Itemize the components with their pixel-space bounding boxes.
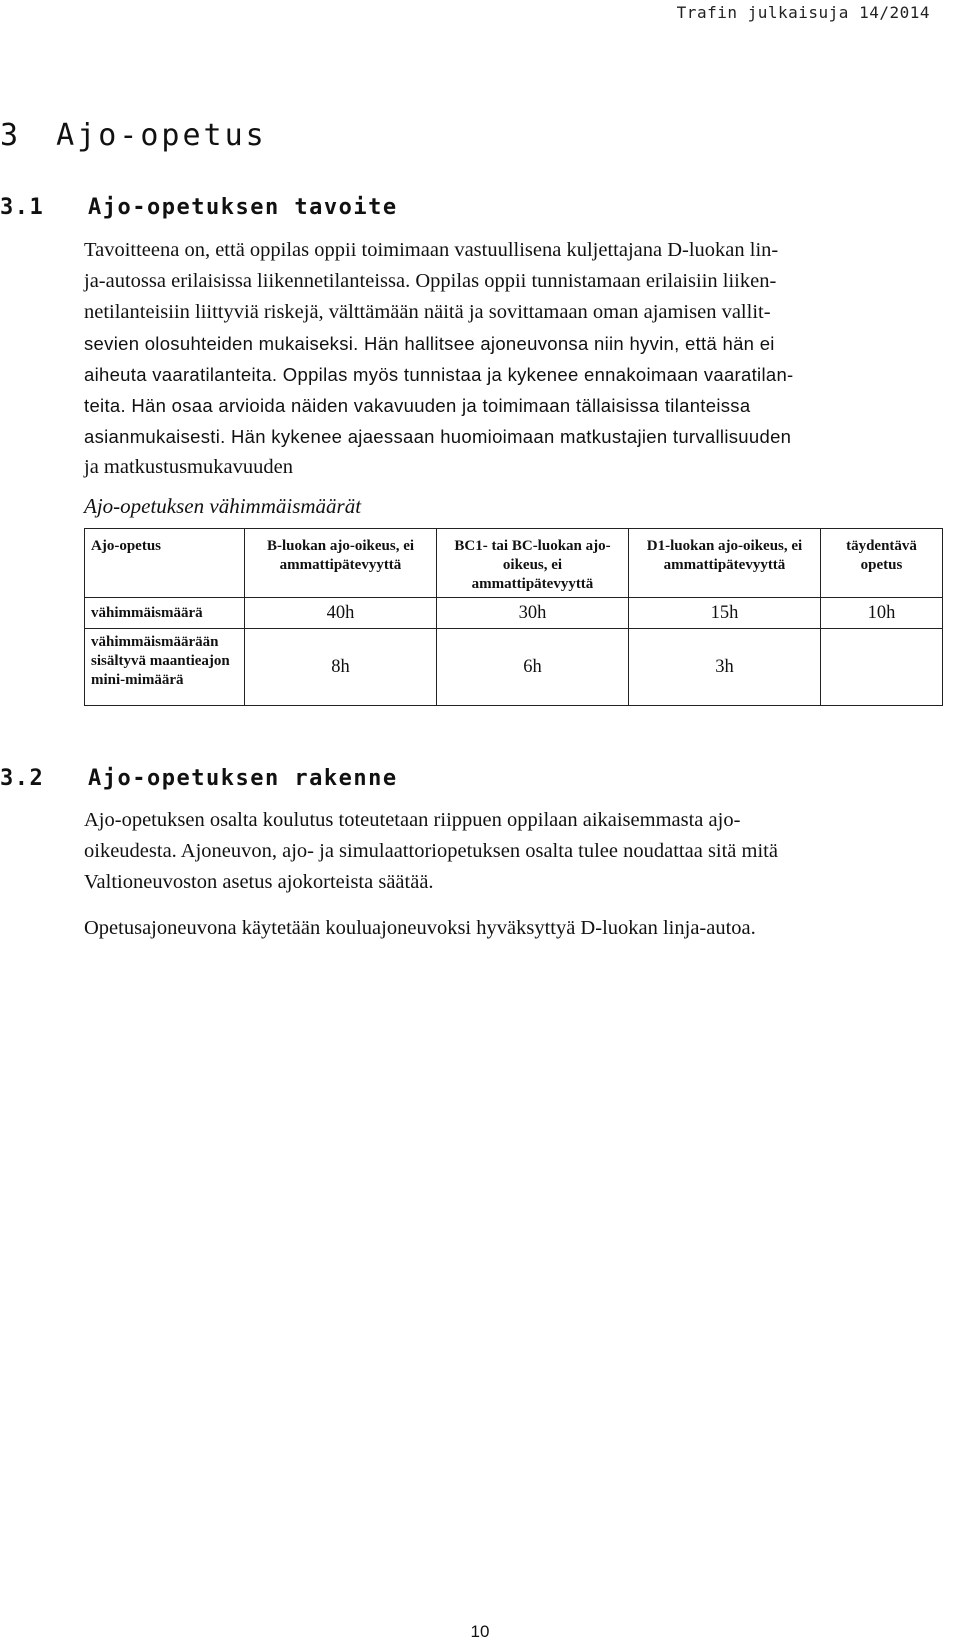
row-label: vähimmäismäärään sisältyvä maantieajon mini-mimäärä <box>85 629 245 706</box>
minimum-hours-table <box>84 528 943 706</box>
table-header-row <box>85 529 943 598</box>
chapter-number: 3 <box>0 118 22 153</box>
table-cell: 3h <box>629 629 821 706</box>
table-cell: 15h <box>629 598 821 629</box>
section-title: Ajo-opetuksen rakenne <box>88 766 398 791</box>
section-number: 3.1 <box>0 195 45 220</box>
section-3-2-paragraph-1 <box>84 805 940 898</box>
paragraph-line: netilanteisiin liittyviä riskejä, välttämään näitä ja sovittamaan oman ajamisen vallit- <box>84 301 771 323</box>
table-cell: 6h <box>437 629 629 706</box>
paragraph-line: teita. Hän osaa arvioida näiden vakavuuden ja toimimaan tällaisissa tilanteissa <box>84 395 751 416</box>
section-heading-3-2 <box>0 766 398 791</box>
paragraph-line: aiheuta vaaratilanteita. Oppilas myös tunnistaa ja kykenee ennakoimaan vaaratilan- <box>84 364 794 385</box>
table-cell: 30h <box>437 598 629 629</box>
chapter-heading <box>0 118 267 153</box>
paragraph-line: sevien olosuhteiden mukaiseksi. Hän hallitsee ajoneuvonsa niin hyvin, että hän ei <box>84 333 775 354</box>
table-cell: 40h <box>245 598 437 629</box>
page-number: 10 <box>470 1622 490 1641</box>
chapter-title: Ajo-opetus <box>56 118 267 153</box>
section-3-1-paragraph <box>84 235 940 483</box>
table-row <box>85 629 943 706</box>
paragraph-line: Valtioneuvoston asetus ajokorteista säätää. <box>84 871 434 893</box>
table-cell <box>821 629 943 706</box>
paragraph-line: Opetusajoneuvona käytetään kouluajoneuvoksi hyväksyttyä D-luokan linja-autoa. <box>84 917 756 939</box>
paragraph-line: oikeudesta. Ajoneuvon, ajo- ja simulaattoriopetuksen osalta tulee noudattaa sitä mitä <box>84 840 778 862</box>
publication-header: Trafin julkaisuja 14/2014 <box>676 3 930 22</box>
row-label: vähimmäismäärä <box>85 598 245 629</box>
table-cell: 10h <box>821 598 943 629</box>
column-header: BC1- tai BC-luokan ajo-oikeus, ei ammattipätevyyttä <box>437 529 629 598</box>
table-row <box>85 598 943 629</box>
paragraph-line: Ajo-opetuksen osalta koulutus toteutetaan riippuen oppilaan aikaisemmasta ajo- <box>84 809 741 831</box>
section-3-2-paragraph-2 <box>84 913 940 944</box>
column-header: D1-luokan ajo-oikeus, ei ammattipätevyyttä <box>629 529 821 598</box>
column-header: täydentävä opetus <box>821 529 943 598</box>
table-caption: Ajo-opetuksen vähimmäismäärät <box>84 494 362 518</box>
paragraph-line: Tavoitteena on, että oppilas oppii toimimaan vastuullisena kuljettajana D-luokan lin- <box>84 239 779 261</box>
section-number: 3.2 <box>0 766 45 791</box>
paragraph-line: ja-autossa erilaisissa liikennetilanteissa. Oppilas oppii tunnistamaan erilaisiin liiken- <box>84 270 777 292</box>
column-header: Ajo-opetus <box>85 529 245 598</box>
section-title: Ajo-opetuksen tavoite <box>88 195 398 220</box>
paragraph-line: asianmukaisesti. Hän kykenee ajaessaan huomioimaan matkustajien turvallisuuden <box>84 426 792 447</box>
paragraph-line: ja matkustusmukavuuden <box>84 456 293 478</box>
table-cell: 8h <box>245 629 437 706</box>
column-header: B-luokan ajo-oikeus, ei ammattipätevyyttä <box>245 529 437 598</box>
section-heading-3-1 <box>0 195 398 220</box>
